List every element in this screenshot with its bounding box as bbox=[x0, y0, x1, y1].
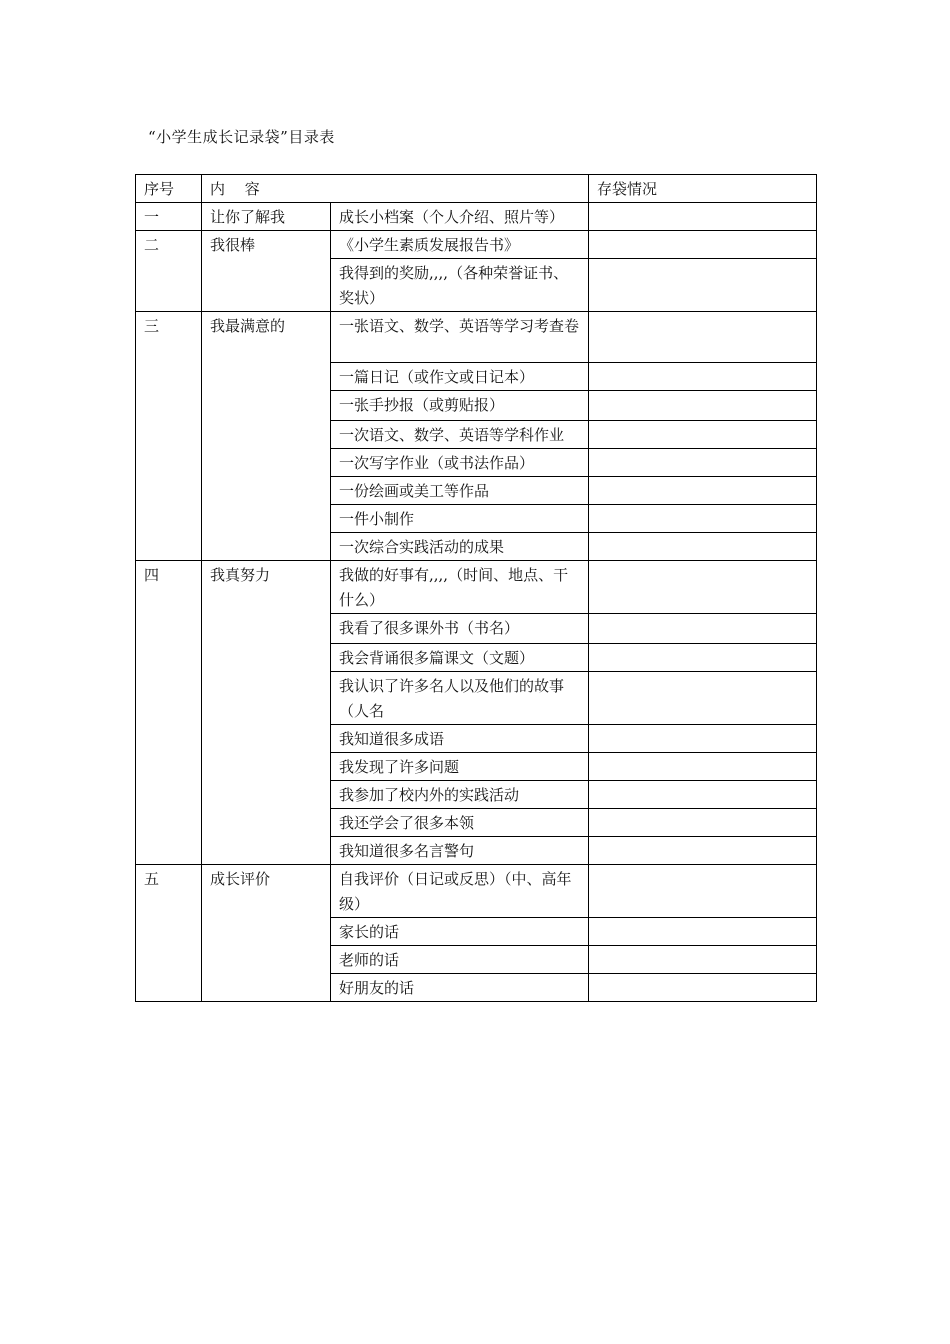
storage-status-cell[interactable] bbox=[589, 231, 817, 259]
storage-status-cell[interactable] bbox=[589, 561, 817, 614]
item-description: 一次综合实践活动的成果 bbox=[331, 533, 589, 561]
item-description: 自我评价（日记或反思）（中、高年级） bbox=[331, 865, 589, 918]
storage-status-cell[interactable] bbox=[589, 449, 817, 477]
item-description: 成长小档案（个人介绍、照片等） bbox=[331, 203, 589, 231]
storage-status-cell[interactable] bbox=[589, 781, 817, 809]
section-index: 一 bbox=[136, 203, 202, 231]
section-category: 我最满意的 bbox=[202, 312, 331, 561]
storage-status-cell[interactable] bbox=[589, 505, 817, 533]
storage-status-cell[interactable] bbox=[589, 614, 817, 644]
storage-status-cell[interactable] bbox=[589, 391, 817, 421]
item-description: 一件小制作 bbox=[331, 505, 589, 533]
item-description: 我认识了许多名人以及他们的故事（人名 bbox=[331, 672, 589, 725]
item-description: 《小学生素质发展报告书》 bbox=[331, 231, 589, 259]
storage-status-cell[interactable] bbox=[589, 672, 817, 725]
item-description: 我做的好事有,,,,（时间、地点、干什么） bbox=[331, 561, 589, 614]
storage-status-cell[interactable] bbox=[589, 809, 817, 837]
storage-status-cell[interactable] bbox=[589, 946, 817, 974]
section-index: 二 bbox=[136, 231, 202, 312]
item-description: 我知道很多名言警句 bbox=[331, 837, 589, 865]
item-description: 我知道很多成语 bbox=[331, 725, 589, 753]
storage-status-cell[interactable] bbox=[589, 259, 817, 312]
header-status: 存袋情况 bbox=[589, 175, 817, 203]
item-description: 家长的话 bbox=[331, 918, 589, 946]
table-row bbox=[136, 865, 817, 918]
item-description: 一次语文、数学、英语等学科作业 bbox=[331, 421, 589, 449]
item-description: 一份绘画或美工等作品 bbox=[331, 477, 589, 505]
storage-status-cell[interactable] bbox=[589, 421, 817, 449]
storage-status-cell[interactable] bbox=[589, 533, 817, 561]
item-description: 好朋友的话 bbox=[331, 974, 589, 1002]
item-description: 我发现了许多问题 bbox=[331, 753, 589, 781]
storage-status-cell[interactable] bbox=[589, 312, 817, 363]
storage-status-cell[interactable] bbox=[589, 725, 817, 753]
storage-status-cell[interactable] bbox=[589, 837, 817, 865]
table-header-row bbox=[136, 175, 817, 203]
item-description: 一篇日记（或作文或日记本） bbox=[331, 363, 589, 391]
section-index: 三 bbox=[136, 312, 202, 561]
table-row bbox=[136, 312, 817, 363]
header-index: 序号 bbox=[136, 175, 202, 203]
storage-status-cell[interactable] bbox=[589, 918, 817, 946]
header-content: 内 容 bbox=[202, 175, 589, 203]
storage-status-cell[interactable] bbox=[589, 753, 817, 781]
section-category: 我真努力 bbox=[202, 561, 331, 865]
item-description: 我看了很多课外书（书名） bbox=[331, 614, 589, 644]
item-description: 老师的话 bbox=[331, 946, 589, 974]
table-row bbox=[136, 231, 817, 259]
page-title: “小学生成长记录袋”目录表 bbox=[148, 128, 335, 146]
catalog-table bbox=[135, 174, 817, 1002]
storage-status-cell[interactable] bbox=[589, 865, 817, 918]
storage-status-cell[interactable] bbox=[589, 974, 817, 1002]
storage-status-cell[interactable] bbox=[589, 477, 817, 505]
item-description: 我参加了校内外的实践活动 bbox=[331, 781, 589, 809]
storage-status-cell[interactable] bbox=[589, 363, 817, 391]
item-description: 我还学会了很多本领 bbox=[331, 809, 589, 837]
item-description: 一次写字作业（或书法作品） bbox=[331, 449, 589, 477]
table-row bbox=[136, 203, 817, 231]
storage-status-cell[interactable] bbox=[589, 644, 817, 672]
section-category: 成长评价 bbox=[202, 865, 331, 1002]
table-row bbox=[136, 561, 817, 614]
section-index: 五 bbox=[136, 865, 202, 1002]
section-category: 我很棒 bbox=[202, 231, 331, 312]
item-description: 我得到的奖励,,,,（各种荣誉证书、奖状） bbox=[331, 259, 589, 312]
section-category: 让你了解我 bbox=[202, 203, 331, 231]
section-index: 四 bbox=[136, 561, 202, 865]
item-description: 我会背诵很多篇课文（文题） bbox=[331, 644, 589, 672]
item-description: 一张手抄报（或剪贴报） bbox=[331, 391, 589, 421]
catalog-body bbox=[136, 175, 817, 1002]
item-description: 一张语文、数学、英语等学习考查卷 bbox=[331, 312, 589, 363]
storage-status-cell[interactable] bbox=[589, 203, 817, 231]
